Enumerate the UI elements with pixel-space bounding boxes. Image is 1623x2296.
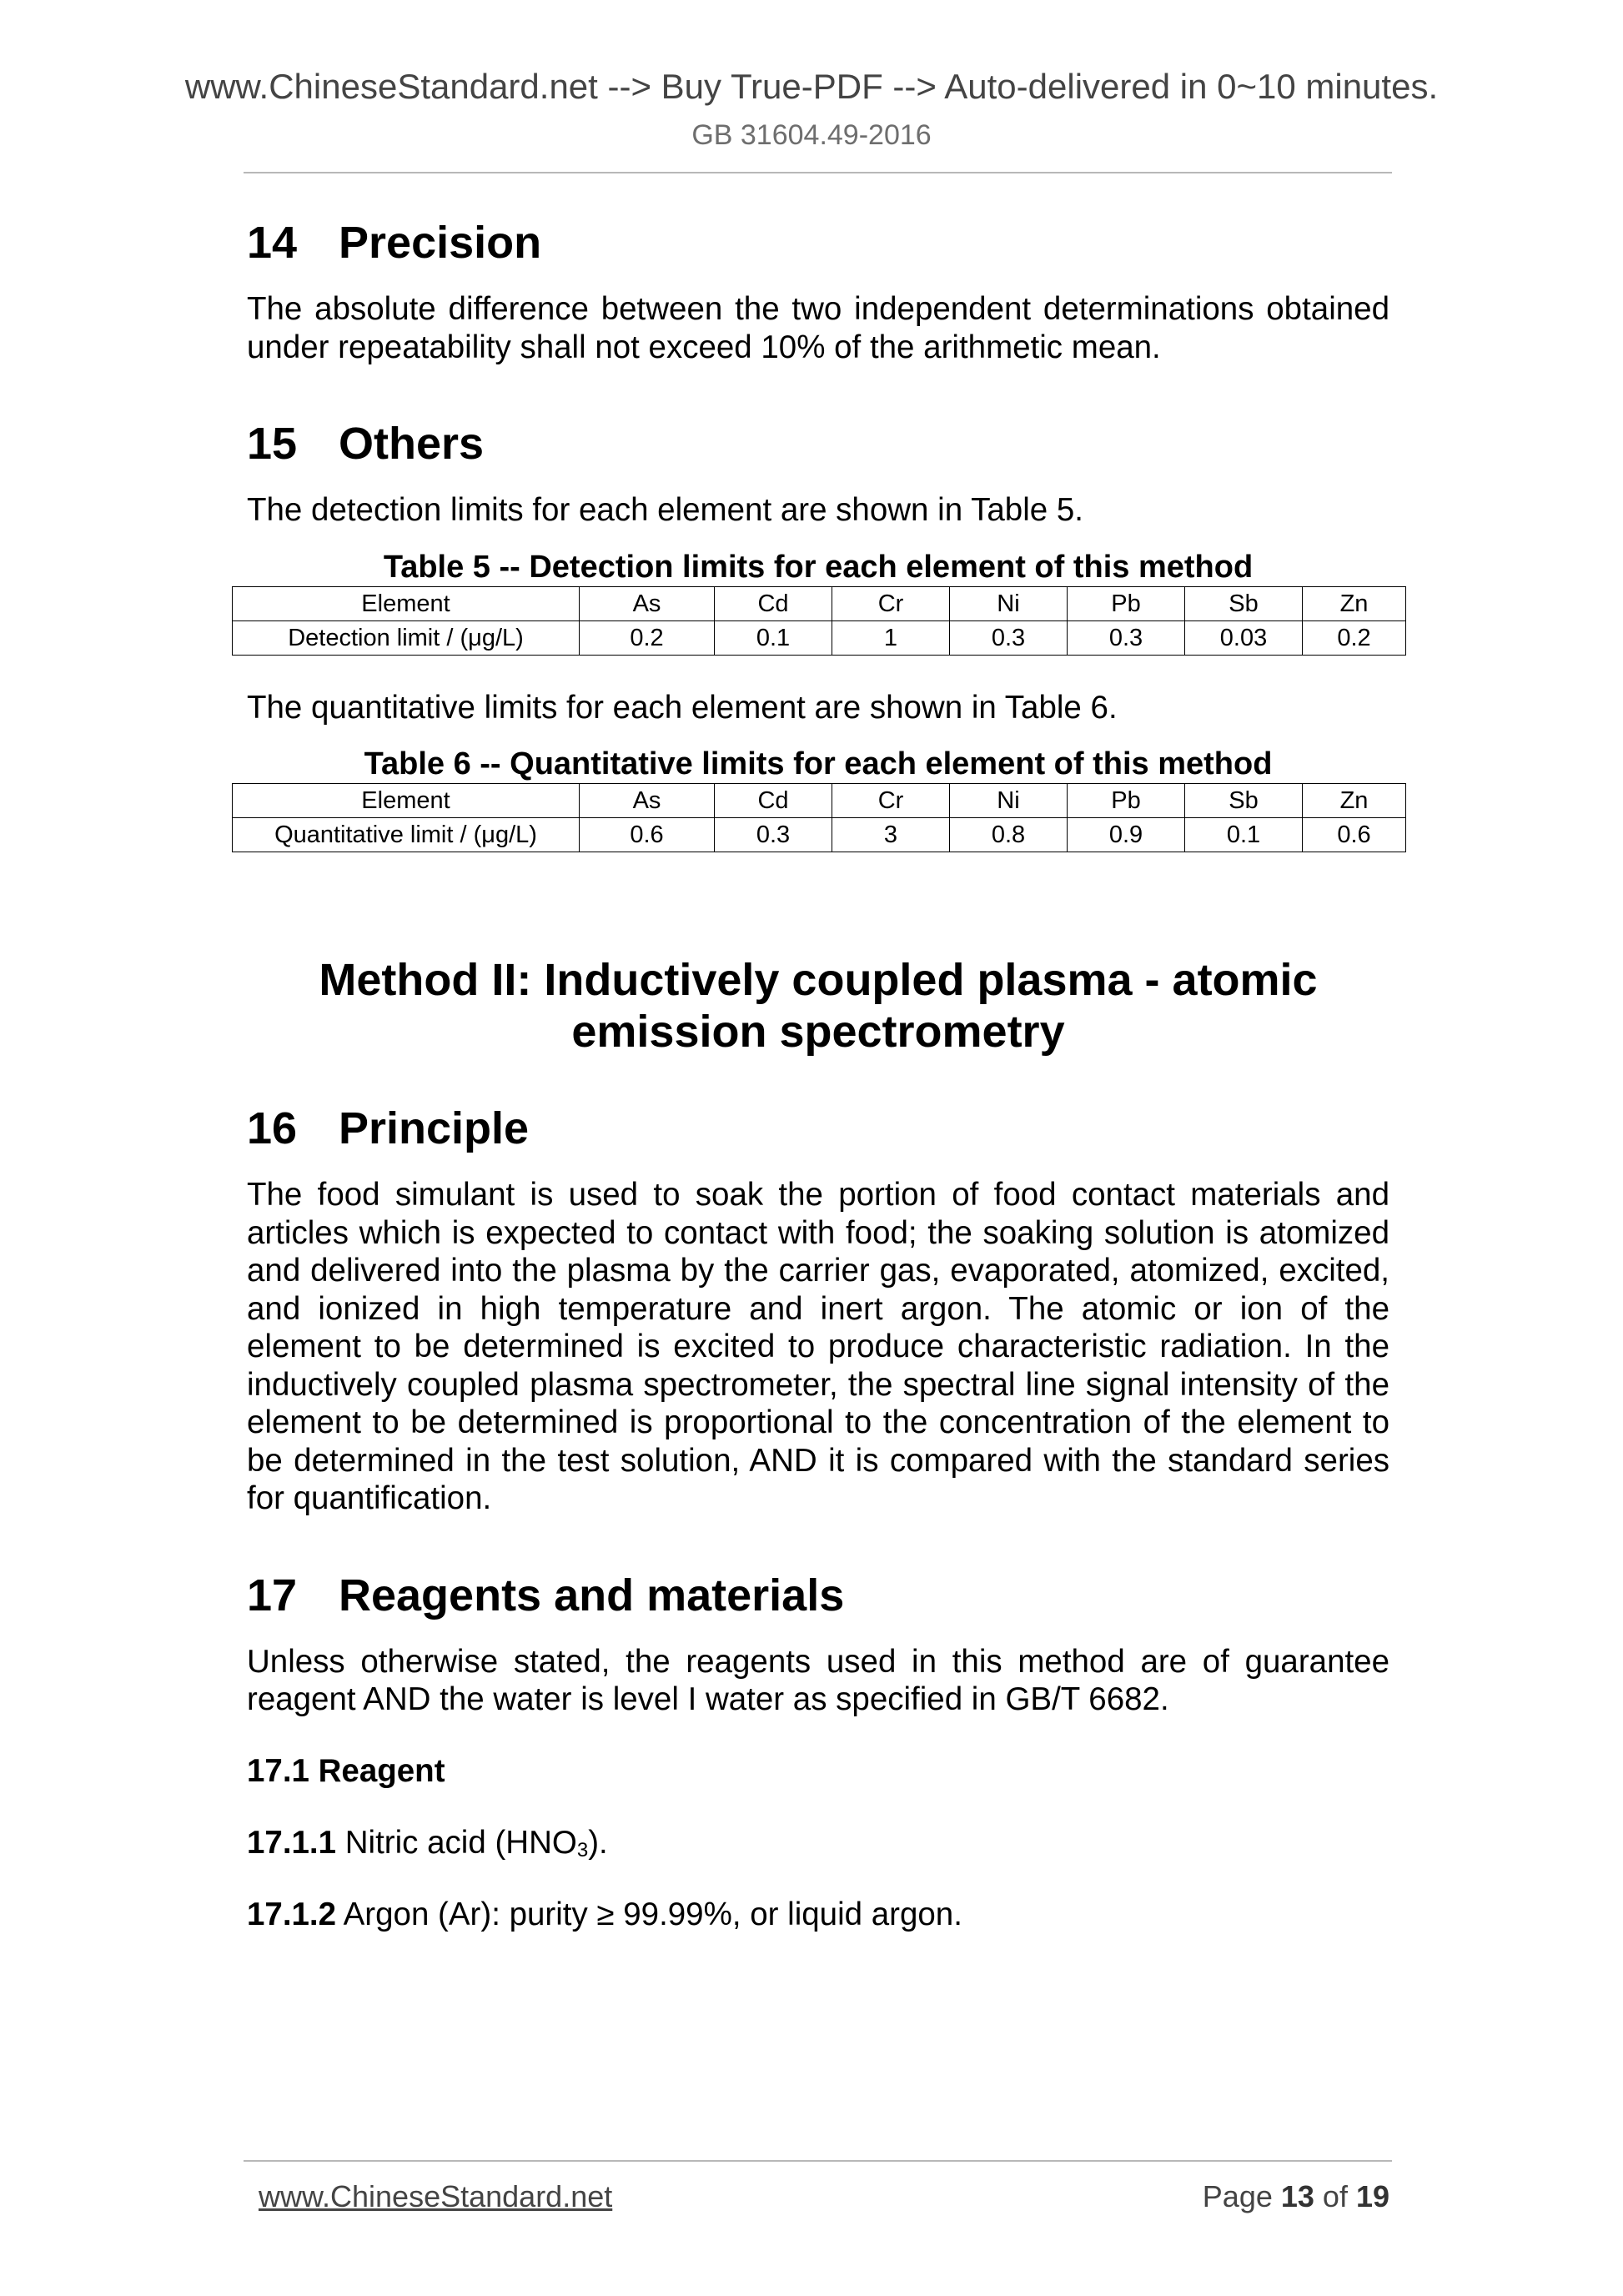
quantitative-limits-table [232, 783, 1406, 852]
table-cell: 0.1 [1185, 818, 1303, 852]
table-cell: Zn [1303, 784, 1406, 818]
page-of: of [1314, 2179, 1356, 2213]
section-14-heading [247, 215, 1389, 270]
table-cell: 0.3 [715, 818, 832, 852]
table-cell: Zn [1303, 586, 1406, 620]
footer-website-link[interactable]: www.ChineseStandard.net [259, 2179, 613, 2213]
precision-paragraph: The absolute difference between the two independent determinations obtained under repeatability shall not exceed 10% of the arithmetic mean. [247, 291, 1389, 365]
table-cell: 3 [832, 818, 950, 852]
table-cell: 0.8 [950, 818, 1068, 852]
table-cell: Cd [715, 586, 832, 620]
item-number: 17.1.1 [247, 1824, 337, 1861]
subscript: 3 [576, 1838, 589, 1861]
table-cell: Cd [715, 784, 832, 818]
table-cell: Element [233, 586, 580, 620]
table-cell: Sb [1185, 784, 1303, 818]
header-divider [244, 172, 1392, 173]
table-cell: 0.6 [1303, 818, 1406, 852]
section-number: 16 [247, 1103, 298, 1153]
table-cell: Ni [950, 784, 1068, 818]
method-title [247, 954, 1389, 1058]
table-header-row [233, 586, 1406, 620]
subsection-17-1-heading: 17.1 Reagent [247, 1752, 445, 1789]
section-title: Others [339, 419, 485, 469]
table-cell: Cr [832, 784, 950, 818]
method-title-line-2: emission spectrometry [571, 1007, 1065, 1057]
item-text: Argon (Ar): purity ≥ 99.99%, or liquid argon. [336, 1896, 962, 1932]
item-text: Nitric acid (HNO [336, 1824, 577, 1861]
section-title: Reagents and materials [339, 1570, 845, 1620]
table-header-row [233, 784, 1406, 818]
header-banner: www.ChineseStandard.net --> Buy True-PDF --> Auto-delivered in 0~10 minutes. [184, 67, 1439, 106]
table-cell: As [580, 586, 715, 620]
item-17-1-1 [247, 1824, 1389, 1862]
table-cell: Pb [1068, 784, 1185, 818]
table-cell: 0.9 [1068, 818, 1185, 852]
table-cell: 0.3 [1068, 620, 1185, 655]
table-cell: 0.1 [715, 620, 832, 655]
table-cell: 0.6 [580, 818, 715, 852]
table-cell: Cr [832, 586, 950, 620]
section-number: 15 [247, 419, 298, 469]
section-number: 14 [247, 218, 298, 268]
table-cell: As [580, 784, 715, 818]
section-title: Precision [339, 218, 542, 268]
reagents-paragraph: Unless otherwise stated, the reagents used in this method are of guarantee reagent AND the water is level I water as specified in GB/T 6682. [247, 1643, 1389, 1717]
table-cell: Ni [950, 586, 1068, 620]
item-number: 17.1.2 [247, 1896, 337, 1932]
table-cell: 0.03 [1185, 620, 1303, 655]
section-17-heading [247, 1568, 1389, 1623]
item-17-1-2 [247, 1896, 1389, 1934]
table6-caption: Table 6 -- Quantitative limits for each element of this method [364, 746, 1273, 781]
method-title-line-1: Method II: Inductively coupled plasma - atomic [319, 955, 1318, 1005]
table-row [233, 620, 1406, 655]
table-cell: Element [233, 784, 580, 818]
standard-code: GB 31604.49-2016 [691, 119, 932, 151]
table5-intro: The detection limits for each element are shown in Table 5. [247, 492, 1083, 528]
detection-limits-table [232, 586, 1406, 656]
table-cell: 0.3 [950, 620, 1068, 655]
section-title: Principle [339, 1103, 530, 1153]
footer-divider [244, 2160, 1392, 2162]
table-cell: 0.2 [580, 620, 715, 655]
section-16-heading [247, 1101, 1389, 1156]
section-number: 17 [247, 1570, 298, 1620]
table-cell: 1 [832, 620, 950, 655]
table-cell: Detection limit / (μg/L) [233, 620, 580, 655]
table-cell: Pb [1068, 586, 1185, 620]
table6-intro: The quantitative limits for each element are shown in Table 6. [247, 689, 1118, 726]
table-cell: Sb [1185, 586, 1303, 620]
table-cell: 0.2 [1303, 620, 1406, 655]
table5-caption: Table 5 -- Detection limits for each element of this method [383, 549, 1254, 585]
principle-paragraph: The food simulant is used to soak the portion of food contact materials and articles which is expected to contact with food; the soaking solution is atomized and delivered into the plasma by the carrier gas, evaporated, atomized, excited, and ionized in high temperature and inert argon. The atomic or ion of the element to be determined is excited to produce characteristic radiation. In the inductively coupled plasma spectrometer, the spectral line signal intensity of the element to be determined is proportional to the concentration of the element to be determined in the test solution, AND it is compared with the standard series for quantification. [247, 1177, 1389, 1516]
current-page: 13 [1280, 2179, 1314, 2213]
page-number [1201, 2178, 1389, 2215]
table-cell: Quantitative limit / (μg/L) [233, 818, 580, 852]
page-content [247, 215, 1389, 1934]
total-pages: 19 [1355, 2179, 1389, 2213]
page-label: Page [1202, 2179, 1281, 2213]
table-row [233, 818, 1406, 852]
section-15-heading [247, 416, 1389, 471]
item-text-end: ). [588, 1824, 608, 1861]
